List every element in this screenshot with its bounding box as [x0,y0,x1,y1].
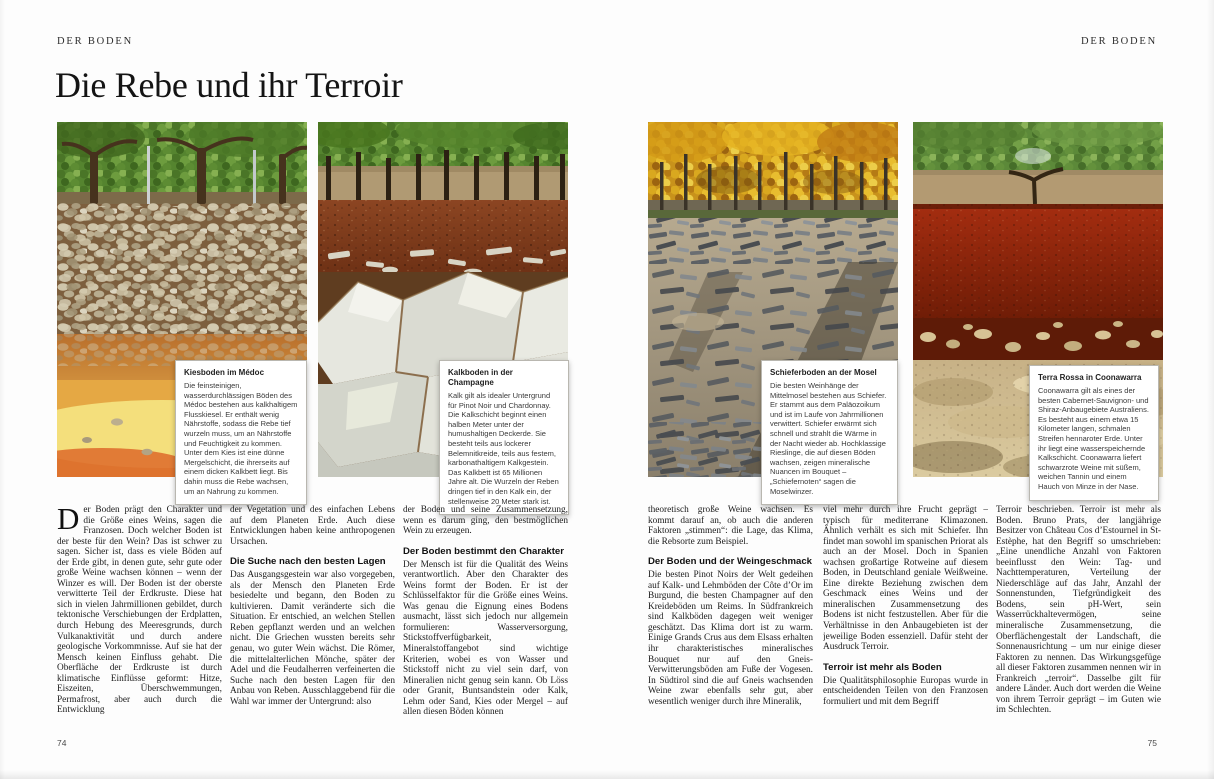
section-subhead: Der Boden bestimmt den Charakter [403,545,564,557]
text-column-4 [648,505,813,727]
page-title: Die Rebe und ihr Terroir [55,65,403,105]
caption-title: Kiesboden im Médoc [184,368,265,377]
page-number-left: 74 [57,738,67,748]
page-left-edge-shadow [0,0,5,779]
body-paragraph: der Boden und seine Zusammensetzung, wenn es darum ging, den bestmöglichen Wein zu erzeugen. [403,505,568,537]
caption-title: Kalkboden in der Champagne [448,368,513,387]
page-number-right: 75 [1147,738,1157,748]
body-paragraph: Die Qualitätsphilosophie Europas wurde in entscheidenden Teilen von den Franzosen formuliert und mit dem Begriff [823,675,988,707]
figure-coonawarra-terra-rossa [913,122,1163,491]
figure-champagne-chalk [318,122,568,506]
text-column-2 [230,505,395,727]
text-column-6 [996,505,1161,727]
figure-caption [761,360,898,505]
figure-caption [439,360,569,515]
body-paragraph: der Vegetation und des einfachen Lebens auf dem Planeten Erde. Auch diese Entwicklungen haben keine anthropogenen Ursachen. [230,505,395,547]
caption-title: Schieferboden an der Mosel [770,368,877,377]
text-column-3 [403,505,568,727]
body-paragraph: theoretisch große Weine wachsen. Es kommt darauf an, ob auch die anderen Faktoren „stimmen“: die Lage, das Klima, die Rebsorte zum Beispiel. [648,505,813,547]
body-paragraph: Terroir beschrieben. Terroir ist mehr als Boden. Bruno Prats, der langjährige Besitzer von Château Cos d’Estournel in St-Estèphe, hat den Begriff so umschrieben: „Eine unendliche Anzahl von Faktoren beeinflusst den Wein: Tag- und Nachttemperaturen, Verteilung der Niederschläge auf das Jahr, Anzahl der Sonnenstunden, Tiefgründigkeit des Bodens, sein pH-Wert, sein Wasserrückhaltevermögen, seine mineralische Zusammensetzung, die Oberflächengestalt der Landschaft, die Sonnenausrichtung – um nur einige dieser Faktoren zu nennen. Das Wirkungsgefüge all dieser Faktoren zusammen nennen wir in Frankreich „terroir“. Dasselbe gilt für andere Länder. Auch dort werden die Weine von ihrem Terroir geprägt – im Guten wie im Schlechten. [996,505,1161,716]
caption-title: Terra Rossa in Coonawarra [1038,373,1142,382]
page-right-edge-shadow [1207,0,1214,779]
page-bottom-edge-shadow [0,770,1214,779]
drop-cap: D [57,505,80,536]
section-subhead: Terroir ist mehr als Boden [823,661,942,673]
body-paragraph: viel mehr durch ihre Frucht geprägt – typisch für mediterrane Klimazonen. Ähnlich verhält es sich mit Schiefer. Ihn findet man sowohl im spanischen Priorat als auch an der Mosel. Doch in Spanien wachsen großartige Rotweine auf diesem Boden, in Deutschland geniale Weißweine. Eine direkte Beziehung zwischen dem Geschmack eines Weins und der mineralischen Zusammensetzung des Bodens ist nicht festzustellen. Aber für die Verhältnisse in den Anbaugebieten ist der jeweilige Boden essenziell. Dafür steht der Ausdruck Terroir. [823,505,988,653]
body-paragraph: Die besten Pinot Noirs der Welt gedeihen auf Kalk- und Lehmböden der Côte d’Or im Burgund, die besten Champagner auf den Kreideböden um Reims. In Südfrankreich sind Kalkböden dagegen weit weniger geschätzt. Das Klima dort ist zu warm. Einige Grands Crus aus dem Elsass erhalten ihr charakteristisches mineralisches Bouquet nur auf den Gneis-Verwitterungsböden am Fuße der Vogesen. In Südtirol sind die auf Gneis wachsenden Weine zwar ebenfalls sehr gut, aber wesentlich weniger durch ihre Mineralik, [648,570,813,707]
figure-caption [1029,365,1159,501]
figure-medoc-gravel [57,122,307,496]
section-subhead: Der Boden und der Weingeschmack [648,556,813,568]
body-paragraph: Der Mensch ist für die Qualität des Weins verantwortlich. Aber den Charakter des Weins formt der Boden. Er ist der Schlüsselfaktor für die Größe eines Weins. Was genau die Eignung eines Bodens ausmacht, lässt sich jedoch nur allgemein formulieren: Wasserversorgung, Stickstoffverfügbarkeit, Mineralstoffangebot sind wichtige Kriterien, wobei es von Wasser und Stickstoff nicht zu viel sein darf, von Mineralien nicht genug sein kann. Ob Löss oder Granit, Buntsandstein oder Kalk, Lehm oder Sand, Kies oder Mergel – auf allen diesen Böden können [403,559,568,718]
body-paragraph: Das Ausgangsgestein war also vorgegeben, als der Mensch den Planeten Erde besiedelte und begann, den Boden zu kultivieren. Damit veränderte sich die Situation. Er entschied, an welchen Stellen Reben gepflanzt werden und an welchen nicht. Die Griechen wussten bereits sehr genau, wo guter Wein wächst. Die Römer, die mittelalterlichen Mönche, später der Adel und die Feudalherren verfeinerten die Suche nach den besten Lagen für den Anbau von Reben. Ausschlaggebend für die Wahl war immer der Untergrund: also [230,570,395,707]
caption-text: Die besten Weinhänge der Mittelmosel bestehen aus Schiefer. Er stammt aus dem Paläozoikum und ist im Laufe von Jahrmillionen verwittert. Schiefer erwärmt sich schnell und strahlt die Wärme in der Nacht wieder ab. Hochklassige Rieslinge, die auf diesen Böden wachsen, zeigen mineralische Nuancen im Bouquet – „Schiefernoten“ sagen die Moselwinzer. [770,381,887,496]
caption-text: Die feinsteinigen, wasserdurchlässigen Böden des Médoc bestehen aus kalkhaltigem Flusskiesel. Er enthält wenig Nährstoffe, sodass die Rebe tief wurzeln muss, um an Nährstoffe und Feuchtigkeit zu kommen. Unter dem Kies ist eine dünne Mergelschicht, die ihrerseits auf einem dicken Kalkbett liegt. Bis dahin muss die Rebe wachsen, um an Nahrung zu kommen. [184,381,298,496]
figure-caption [175,360,307,505]
caption-text: Coonawarra gilt als eines der besten Cabernet-Sauvignon- und Shiraz-Anbaugebiete Australiens. Es besteht aus einem etwa 15 Kilometer langen, schmalen Streifen hennaroter Erde. Unter ihr liegt eine wasserspeichernde Kalkschicht. Coonawarra liefert schwarzrote Weine mit süßem, weichen Tannin und einem Hauch von Minze in der Nase. [1038,386,1149,491]
text-column-5 [823,505,988,727]
running-head-left: DER BODEN [57,36,133,47]
body-paragraph: Der Boden prägt den Charakter und die Größe eines Weins, sagen die Franzosen. Doch welcher Boden ist der beste für den Wein? Das ist schwer zu sagen. Sicher ist, dass es viele Böden auf der Erde gibt, in denen gute, sehr gute oder große Weine wachsen können – wenn der Winzer es will. Der Boden ist der oberste verwitterte Teil der Erdkruste. Diese hat sich in vielen Jahrmillionen gebildet, durch tektonische Verschiebungen der Erdplatten, durch Hebung des Meeresgrunds, durch Vulkanaktivität und durch andere geologische Vorkommnisse. Auf sie hat der Mensch keinen Einfluss gehabt. Die Oberfläche der Erdkruste ist durch klimatische Einflüsse geformt: Hitze, Eiszeiten, Überschwemmungen, Permafrost, aber auch durch die Entwicklung [57,505,222,716]
caption-text: Kalk gilt als idealer Untergrund für Pinot Noir und Chardonnay. Die Kalkschicht beginnt einen halben Meter unter der humushaltigen Deckerde. Sie besteht teils aus lockerer Belemnitkreide, teils aus festem, karbonathaltigem Kalkgestein. Das Kalkbett ist 65 Millionen Jahre alt. Die Wurzeln der Reben dringen tief in den Kalk ein, der stellenweise 20 Meter stark ist. [448,391,559,506]
section-subhead: Die Suche nach den besten Lagen [230,556,386,568]
text-column-1 [57,505,222,727]
running-head-right: DER BODEN [1081,36,1157,47]
figure-mosel-slate [648,122,898,496]
